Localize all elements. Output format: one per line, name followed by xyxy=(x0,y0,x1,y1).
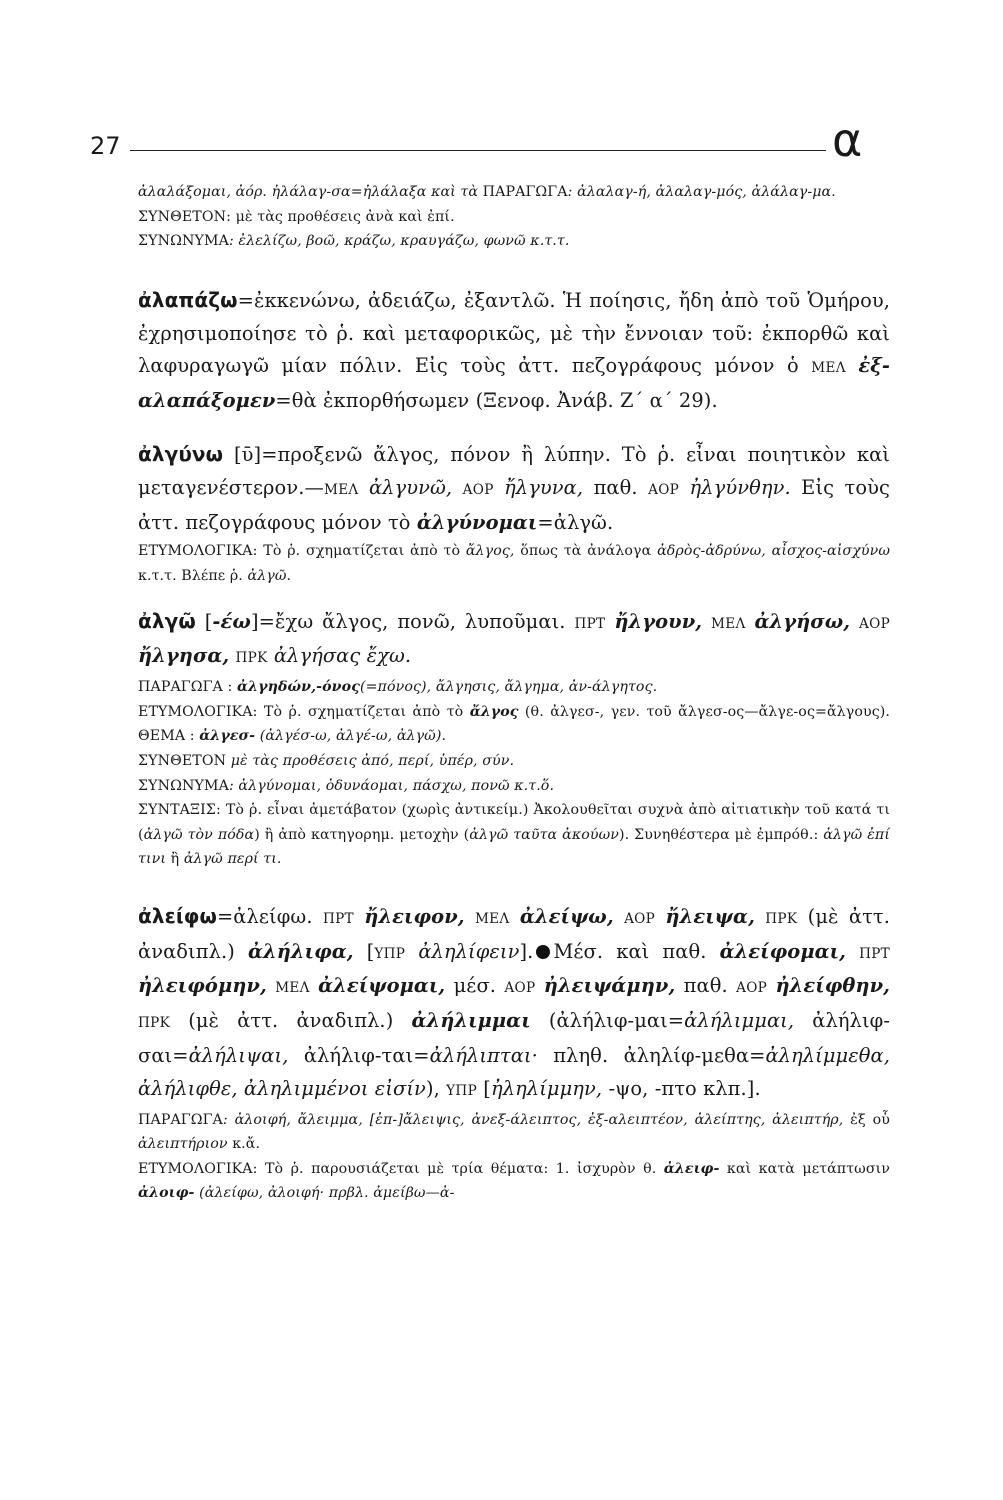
derivative: ἀλειπτήρ, xyxy=(772,1111,844,1128)
tense-label: ΑΟΡ xyxy=(736,980,768,997)
thema-label: ΘΕΜΑ xyxy=(138,728,186,745)
tense-label: ΠΡΤ xyxy=(322,910,354,927)
verb-form: ἀλήλιπται· xyxy=(429,1044,538,1068)
entry-text: μέσ. xyxy=(445,974,505,998)
ety-text: : Τὸ ῥ. σχηματίζεται ἀπὸ τὸ xyxy=(252,703,470,720)
verb-form: ἐξ-αλαπάξομεν xyxy=(138,354,890,413)
verb-form: ἀλήλιφα, xyxy=(248,939,354,963)
tense-label: ΑΟΡ xyxy=(648,481,680,498)
tense-label: ΠΡΚ xyxy=(138,1015,171,1032)
suffix: -έω xyxy=(212,609,251,633)
entry-text: [ xyxy=(477,1076,491,1100)
page-header xyxy=(90,113,890,170)
entry-text: =ἀλείφω. xyxy=(216,904,323,928)
tense-label: ΜΕΛ xyxy=(811,360,846,377)
syntax-text: : Τὸ ῥ. εἶναι ἀμετάβατον (χωρὶς ἀντικείμ.) Ἀκολουθεῖται συχνὰ ἀπὸ αἰτιατικὴν τοῦ κατά τι ( xyxy=(138,802,890,843)
ety-text: (ἀλείφω, ἀλοιφή· πρβλ. ἀμείβω—ἀ- xyxy=(194,1185,455,1202)
syntheton-label: ΣΥΝΘΕΤΟΝ xyxy=(138,208,227,225)
entry-text: [ῡ]=προξενῶ ἄλγος, πόνον ἢ λύπην. Τὸ ῥ. εἶναι ποιητικὸν καὶ μεταγενέστερον.— xyxy=(138,442,890,499)
ety-text: : Τὸ ῥ. σχηματίζεται ἀπὸ τὸ xyxy=(252,543,466,560)
syntax-text: ) ἢ ἀπὸ κατηγορημ. μετοχὴν ( xyxy=(254,826,470,843)
tense-label: ΜΕΛ xyxy=(275,980,310,997)
derivatives: (=πόνος), ἄλγησις, ἄλγημα, ἀν-άλγητος. xyxy=(359,679,658,696)
tense-label: ΥΠΡ xyxy=(374,945,406,962)
stem: ἀλοιφ- xyxy=(138,1185,195,1202)
verb-form: ἀλείψω, xyxy=(519,904,614,928)
example: ἀλγῶ ἐπί τινι xyxy=(138,826,891,868)
example: ἀλγῶ περί τι. xyxy=(183,851,282,868)
section-letter: α xyxy=(832,113,863,167)
dictionary-body xyxy=(138,180,890,1206)
verb-form: ἠλγύνθην. xyxy=(689,475,791,499)
derivative: ἀλγηδών,-όνος xyxy=(237,679,360,696)
tense-label: ΜΕΛ xyxy=(323,481,359,498)
entry-text: (μὲ ἀττ. ἀναδιπλ.) xyxy=(170,1009,412,1033)
verb-form: ἠλειψάμην, xyxy=(543,974,676,998)
tense-label: ΑΟΡ xyxy=(624,910,656,927)
tense-label: ΑΟΡ xyxy=(462,481,494,498)
cont-forms: ἀλαλάξομαι, ἀόρ. ἠλάλαγ-σα=ἠλάλαξα καὶ τὰ xyxy=(138,184,483,200)
verb-form: ἤλειψα, xyxy=(665,904,755,928)
entry-text: Μέσ. καὶ παθ. xyxy=(553,939,720,963)
ety-form: ἄλγος, xyxy=(465,543,515,560)
tense-label: ΠΡΤ xyxy=(859,945,891,962)
entry-text: παθ. xyxy=(675,974,737,998)
paragoga-label: ΠΑΡΑΓΩΓΑ xyxy=(482,184,568,200)
thema-form: ἀλγεσ- xyxy=(199,728,256,745)
derivative: ἀλειπτήριον xyxy=(138,1136,228,1153)
verb-form: ἀλγύνομαι xyxy=(416,510,538,534)
entry-text: ]=ἔχω ἄλγος, πονῶ, λυποῦμαι. xyxy=(250,609,575,633)
entry-algo: ἀλγῶ [-έω]=ἔχω ἄλγος, πονῶ, λυποῦμαι. ΠΡΤ ἤλγουν, ΜΕΛ ἀλγήσω, ΑΟΡ ἤλγησα, ΠΡΚ ἀλγήσας ἔχω. ΠΑΡΑΓΩΓΑ : ἀλγηδών,-όνος(=πόνος), ἄλγησις, ἄλγημα, ἀν-άλγητος. ΕΤΥΜΟΛΟΓΙΚΑ: Τὸ ῥ. σχηματίζεται ἀπὸ τὸ ἄλγος (θ. ἀλγεσ-, γεν. τοῦ ἄλγεσ-ος—ἄλγε-ος=ἄλγους). ΘΕΜΑ : ἀλγεσ- (ἀλγέσ-ω, ἀλγέ-ω, ἀλγῶ). ΣΥΝΘΕΤΟΝ μὲ τὰς προθέσεις ἀπό, περί, ὑπέρ, σύν. ΣΥΝΩΝΥΜΑ: ἀλγύνομαι, ὀδυνάομαι, πάσχω, πονῶ κ.τ.ὅ. ΣΥΝΤΑΞΙΣ: Τὸ ῥ. εἶναι ἀμετάβατον (χωρὶς ἀντικείμ.) Ἀκολουθεῖται συχνὰ ἀπὸ αἰτιατικὴν τοῦ κατά τι (ἀλγῶ τὸν πόδα) ἢ ἀπὸ κατηγορημ. μετοχὴν (ἀλγῶ ταῦτα ἀκούων). Συνηθέστερα μὲ ἐμπρόθ.: ἀλγῶ ἐπί τινι ἢ ἀλγῶ περί τι. xyxy=(138,608,891,868)
tense-label: ΠΡΤ xyxy=(574,615,606,632)
headword: ἀλαπάζω xyxy=(138,287,238,312)
verb-form: ἀλείφομαι, xyxy=(719,939,846,963)
verb-form: ἀλγήσω, xyxy=(754,609,851,633)
cont-derivatives: : ἀλαλαγ-ή, ἀλαλαγ-μός, ἀλάλαγ-μα. xyxy=(567,184,836,200)
tense-label: ΠΡΚ xyxy=(235,650,268,667)
verb-form: ἀλγυνῶ, xyxy=(368,475,453,499)
etymologika-label: ΕΤΥΜΟΛΟΓΙΚΑ xyxy=(138,543,253,560)
ety-form: ἀλγῶ. xyxy=(247,567,292,584)
verb-form: ἀλήλιμμαι xyxy=(411,1009,531,1033)
entry-text: (ἀλήλιφ-μαι= xyxy=(530,1009,685,1033)
ety-text: καὶ κατὰ μετάπτωσιν xyxy=(719,1160,890,1177)
entry-text: ἀλήλιφ-σαι= xyxy=(138,1009,890,1068)
ety-text: : Τὸ ῥ. παρουσιάζεται μὲ τρία θέματα: 1. ἰσχυρὸν θ. xyxy=(252,1160,664,1177)
entry-text: πληθ. ἀληλίφ-μεθα= xyxy=(537,1044,766,1068)
synonyma-text: : ἀλγύνομαι, ὀδυνάομαι, πάσχω, πονῶ κ.τ.ὅ. xyxy=(228,777,555,794)
syntaxis-label: ΣΥΝΤΑΞΙΣ xyxy=(138,802,216,819)
entry-text: =ἐκκενώνω, ἀδειάζω, ἐξαντλῶ. Ἡ ποίησις, ἤδη ἀπὸ τοῦ Ὁμήρου, ἐχρησιμοποίησε τὸ ῥ. καὶ μεταφορικῶς, μὲ τὴν ἔννοιαν τοῦ: ἐκπορθῶ καὶ λαφυραγωγῶ μίαν πόλιν. Εἰς τοὺς ἀττ. πεζογράφους μόνον ὁ xyxy=(138,288,890,378)
entry-algyno xyxy=(138,438,890,589)
synonyma-label: ΣΥΝΩΝΥΜΑ xyxy=(138,233,229,250)
etymologika-label: ΕΤΥΜΟΛΟΓΙΚΑ xyxy=(138,1160,253,1177)
entry-text: -ψο, -πτο κλπ.]. xyxy=(602,1076,761,1100)
headword: ἀλγῶ xyxy=(138,608,196,633)
ety-text: ὅπως τὰ ἀνάλογα xyxy=(514,543,658,560)
ety-form: ἀδρὸς-ἀδρύνω, αἶσχος-αἰσχύνω xyxy=(657,543,891,560)
ety-text: κ.τ.τ. Βλέπε ῥ. xyxy=(138,567,248,584)
syntax-text: ). Συνηθέστερα μὲ ἐμπρόθ.: xyxy=(619,826,824,843)
entry-text: παθ. xyxy=(593,475,638,499)
entry-text: ἀλήλιφ-ται= xyxy=(288,1044,430,1068)
stem: ἀλειφ- xyxy=(663,1160,720,1177)
verb-form: ἤλγησα, xyxy=(138,644,230,668)
entry-text: Εἰς τοὺς ἀττ. πεζογράφους μόνον τὸ xyxy=(138,475,890,534)
verb-form: ἠλειφόμην, xyxy=(138,974,267,998)
entry-text: ἐξ οὗ xyxy=(843,1111,890,1128)
entry-alapazo xyxy=(138,284,890,418)
tense-label: ΑΟΡ xyxy=(859,615,891,632)
example: ἀλγῶ τὸν πόδα xyxy=(143,826,255,843)
ety-text: (θ. ἀλγεσ-, γεν. τοῦ ἄλγεσ-ος—ἄλγε-ος=ἄλγους). xyxy=(518,703,890,720)
verb-form: ἠληλίμμην, xyxy=(490,1076,603,1100)
entry-continuation xyxy=(138,180,890,254)
verb-form: ἀλήλιμμαι, xyxy=(684,1009,795,1033)
headword: ἀλείφω xyxy=(138,903,217,928)
tense-label: ΥΠΡ xyxy=(446,1082,478,1099)
verb-form: ἤλειφον, xyxy=(364,904,465,928)
entry-text: ), xyxy=(425,1076,447,1100)
verb-form: ἀλείψομαι, xyxy=(318,974,446,998)
tense-label: ΑΟΡ xyxy=(504,980,536,997)
synonyma-label: ΣΥΝΩΝΥΜΑ xyxy=(138,777,229,794)
ety-form: ἄλγος xyxy=(469,703,519,720)
bullet-icon xyxy=(536,945,550,959)
page-number: 27 xyxy=(90,132,121,160)
tense-label: ΜΕΛ xyxy=(474,910,510,927)
tense-label: ΜΕΛ xyxy=(711,615,746,632)
verb-form: ἀλγήσας ἔχω. xyxy=(273,644,412,668)
verb-form: ἀλήλιψαι, xyxy=(188,1044,289,1068)
syntax-text: ἢ xyxy=(166,851,184,868)
entry-text: [ xyxy=(195,609,213,633)
headword: ἀλγύνω xyxy=(138,441,224,466)
entry-text: =ἀλγῶ. xyxy=(537,510,614,534)
syntheton-text: μὲ τὰς προθέσεις ἀπό, περί, ὑπέρ, σύν. xyxy=(226,752,515,769)
entry-aleipho xyxy=(138,900,890,1206)
entry-text: κ.ἄ. xyxy=(227,1136,261,1153)
verb-form: ἀληλίμμεθα, ἀλήλιφθε, ἀληλιμμένοι εἰσίν xyxy=(138,1044,890,1100)
paragoga-label: ΠΑΡΑΓΩΓΑ xyxy=(138,1111,223,1128)
verb-form: ἤλγυνα, xyxy=(504,475,584,499)
verb-form: ἀληλίφειν xyxy=(418,939,520,963)
paragoga-label: ΠΑΡΑΓΩΓΑ xyxy=(138,679,223,696)
thema-forms: (ἀλγέσ-ω, ἀλγέ-ω, ἀλγῶ). xyxy=(255,728,447,745)
example: ἀλγῶ ταῦτα ἀκούων xyxy=(469,826,619,843)
entry-text: ]. xyxy=(519,939,534,963)
etymologika-label: ΕΤΥΜΟΛΟΓΙΚΑ xyxy=(138,703,253,720)
entry-text: =θὰ ἐκπορθήσωμεν (Ξενοφ. Ἀνάβ. Ζ΄ α΄ 29). xyxy=(275,389,718,413)
syntheton-label: ΣΥΝΘΕΤΟΝ xyxy=(138,752,227,769)
verb-form: ἠλείφθην, xyxy=(775,974,891,998)
entry-text: [ xyxy=(353,939,375,963)
derivatives: : ἀλοιφή, ἄλειμμα, [ἐπ-]ἄλειψις, ἀνεξ-άλειπτος, ἐξ-αλειπτέον, ἀλείπτης, xyxy=(222,1111,773,1128)
header-rule xyxy=(130,150,826,151)
tense-label: ΠΡΚ xyxy=(765,910,798,927)
entry-text: (μὲ ἀττ. ἀναδιπλ.) xyxy=(138,904,890,963)
verb-form: ἤλγουν, xyxy=(614,609,703,633)
synonyma-text: : ἐλελίζω, βοῶ, κράζω, κραυγάζω, φωνῶ κ.τ.τ. xyxy=(228,233,570,250)
syntheton-text: : μὲ τὰς προθέσεις ἀνὰ καὶ ἐπί. xyxy=(226,208,455,225)
